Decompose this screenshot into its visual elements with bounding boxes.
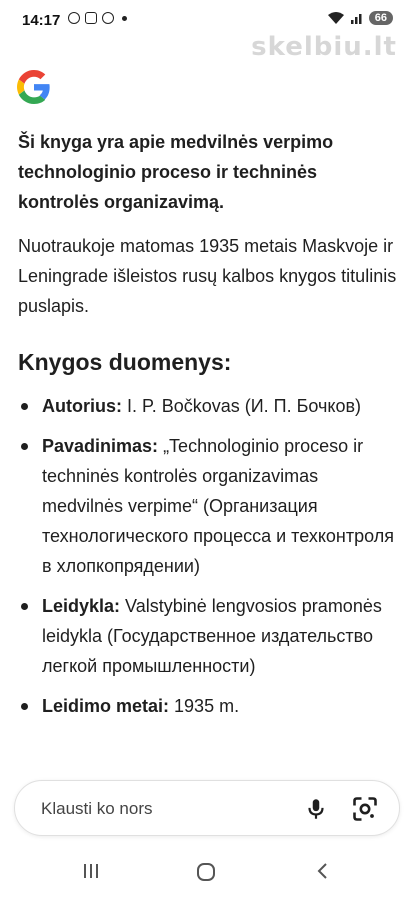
item-label: Pavadinimas:	[42, 436, 159, 456]
recent-apps-icon[interactable]	[82, 862, 100, 880]
watermark-text: skelbiu.lt	[251, 32, 397, 62]
screen-record-icon	[85, 12, 97, 24]
more-notifications-dot	[122, 16, 127, 21]
cloud-icon	[102, 12, 114, 24]
ask-bar[interactable]	[14, 780, 400, 836]
item-label: Leidimo metai:	[42, 696, 170, 716]
item-label: Autorius:	[42, 396, 122, 416]
item-value: Valstybinė lengvosios pramonės leidykla (Государственное издательство легкой промышленности)	[42, 596, 382, 676]
answer-summary: Ši knyga yra apie medvilnės verpimo technologinio proceso ir techninės kontrolės organizavimą.	[18, 132, 334, 212]
home-icon[interactable]	[196, 862, 216, 882]
system-nav-bar	[0, 846, 415, 900]
content-fade	[0, 720, 415, 780]
google-logo	[17, 70, 51, 109]
answer-content	[18, 127, 398, 731]
item-label: Leidykla:	[42, 596, 121, 616]
answer-description: Nuotraukoje matomas 1935 metais Maskvoje ir Leningrade išleistos rusų kalbos knygos titulinis puslapis.	[18, 236, 397, 316]
back-icon[interactable]	[314, 862, 332, 880]
list-item	[18, 691, 398, 721]
signal-icon	[350, 11, 364, 25]
battery-indicator: 66	[369, 11, 393, 25]
google-lens-icon[interactable]	[351, 795, 379, 823]
mic-icon[interactable]	[303, 796, 329, 822]
list-item	[18, 431, 398, 581]
status-time: 14:17	[22, 12, 61, 29]
item-value: „Technologinio proceso ir techninės kontrolės organizavimas medvilnės verpime“ (Организация технологического процесса и техконтроля в хлопкопрядении)	[42, 436, 394, 576]
ask-input[interactable]	[39, 793, 273, 825]
section-title: Knygos duomenys:	[18, 349, 232, 375]
list-item	[18, 591, 398, 681]
book-details-list	[18, 391, 398, 721]
google-g-logo-icon	[17, 70, 51, 104]
system-icons	[327, 11, 393, 25]
wifi-icon	[327, 11, 345, 25]
list-item	[18, 391, 398, 421]
messenger-icon	[68, 12, 80, 24]
notification-icons	[68, 12, 127, 24]
item-value: 1935 m.	[169, 696, 240, 716]
item-value: I. P. Bočkovas (И. П. Бочков)	[122, 396, 362, 416]
watermark	[251, 32, 397, 62]
